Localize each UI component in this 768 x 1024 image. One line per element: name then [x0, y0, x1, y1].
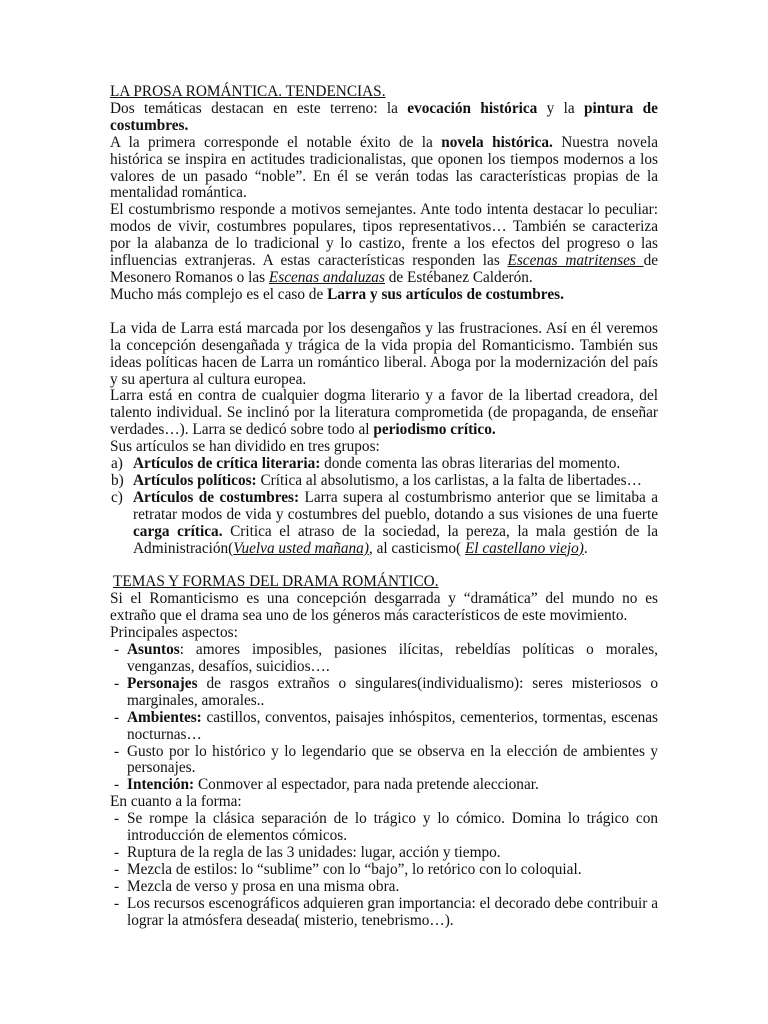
bold-text: periodismo crítico.	[373, 421, 496, 439]
text: de rasgos extraños o singulares(individualismo): seres misteriosos o marginales, amorales..	[127, 674, 658, 709]
bold-text: Personajes	[127, 674, 198, 692]
list-item	[110, 896, 658, 930]
bold-text: evocación histórica	[407, 99, 538, 117]
text: Gusto por lo histórico y lo legendario que se observa en la elección de ambientes y personajes.	[127, 742, 658, 777]
text: Conmover al espectador, para nada pretende aleccionar.	[194, 776, 539, 794]
form-list	[110, 811, 658, 929]
section-heading-drama: TEMAS Y FORMAS DEL DRAMA ROMÁNTICO.	[113, 573, 439, 591]
text: de Mesonero Romanos o las	[110, 252, 659, 286]
list-item	[110, 777, 658, 794]
list-item	[110, 473, 658, 490]
paragraph-aspectos: Principales aspectos:	[110, 624, 238, 642]
text: , al casticismo(	[368, 539, 465, 557]
bold-text: Artículos políticos:	[133, 471, 257, 489]
work-title: Escenas matritenses	[507, 252, 644, 270]
document-page	[110, 84, 658, 930]
list-marker: c)	[111, 488, 123, 506]
text: El costumbrismo responde a motivos semejantes. Ante todo intenta destacar lo peculiar: modos de vivir, costumbres populares, tipos representativos… También se caracteriza por la alabanza de lo tradicional y lo castizo, frente a los efectos del progreso o las influencias extranjeras. A estas características responden las	[110, 201, 658, 270]
bold-text: Asuntos	[127, 641, 180, 659]
list-item	[110, 642, 658, 676]
list-item	[110, 490, 658, 558]
list-item	[110, 862, 658, 879]
bold-text: Ambientes:	[127, 708, 202, 726]
text: Dos temáticas destacan en este terreno: la	[110, 99, 408, 117]
text: Critica el atraso de la sociedad, la pereza, la mala gestión de la Administración(	[133, 522, 658, 557]
bold-text: Artículos de crítica literaria:	[133, 455, 321, 473]
paragraph-forma: En cuanto a la forma:	[110, 793, 242, 811]
blank-line	[110, 557, 658, 574]
list-marker: -	[114, 742, 120, 760]
paragraph-costumbrismo	[110, 202, 658, 287]
list-item	[110, 676, 658, 710]
article-groups-list	[110, 456, 658, 557]
paragraph-novela-historica	[110, 135, 658, 203]
list-item	[110, 811, 658, 845]
work-title: Vuelva usted mañana)	[233, 539, 369, 557]
list-marker: -	[114, 894, 120, 912]
paragraph-grupos: Sus artículos se han dividido en tres grupos:	[110, 438, 380, 456]
list-marker: -	[114, 810, 120, 828]
paragraph-larra-dogma	[110, 388, 658, 439]
text: Crítica al absolutismo, a los carlistas, a la falta de libertades…	[256, 471, 642, 489]
text: Mezcla de estilos: lo “sublime” con lo “bajo”, lo retórico con lo coloquial.	[127, 860, 582, 878]
text: Mucho más complejo es el caso de	[110, 285, 328, 303]
text: .	[583, 539, 588, 557]
list-marker: b)	[111, 471, 124, 489]
list-item	[110, 456, 658, 473]
paragraph-tematicas	[110, 101, 658, 135]
aspects-list	[110, 642, 658, 794]
list-marker: a)	[111, 455, 123, 473]
list-marker: -	[114, 843, 120, 861]
list-marker: -	[114, 708, 120, 726]
text: Los recursos escenográficos adquieren gran importancia: el decorado debe contribuir a lograr la atmósfera deseada( misterio, tenebrismo…).	[127, 894, 658, 929]
text: Larra está en contra de cualquier dogma literario y a favor de la libertad creadora, del talento individual. Se inclinó por la literatura comprometida (de propaganda, de enseñar verdades…). Larra se dedicó sobre todo al	[110, 387, 658, 439]
list-item	[110, 845, 658, 862]
text: castillos, conventos, paisajes inhóspitos, cementerios, tormentas, escenas nocturnas…	[127, 708, 658, 743]
text: Mezcla de verso y prosa en una misma obra.	[127, 877, 400, 895]
list-marker: -	[114, 641, 120, 659]
work-title: El castellano viejo)	[464, 539, 584, 557]
bold-text: Larra y sus artículos de costumbres.	[327, 285, 564, 303]
text: y la	[537, 99, 585, 117]
text: donde comenta las obras literarias del momento.	[320, 455, 621, 473]
bold-text: carga crítica.	[133, 522, 223, 540]
list-item	[110, 879, 658, 896]
text: Ruptura de la regla de las 3 unidades: lugar, acción y tiempo.	[127, 843, 501, 861]
text: : amores imposibles, pasiones ilícitas, rebeldías políticas o morales, venganzas, desafíos, suicidios….	[127, 641, 658, 675]
paragraph-drama-intro: Si el Romanticismo es una concepción desgarrada y “dramática” del mundo no es extraño que el drama sea uno de los géneros más característicos de este movimiento.	[110, 590, 658, 625]
text: Larra supera al costumbrismo anterior que se limitaba a retratar modos de vida y costumbres del pueblo, dotando a sus visiones de una fuerte	[133, 488, 658, 523]
list-marker: -	[114, 860, 120, 878]
text: de Estébanez Calderón.	[384, 268, 533, 286]
text: A la primera corresponde el notable éxito de la	[110, 133, 442, 151]
section-heading-prosa: LA PROSA ROMÁNTICA. TENDENCIAS.	[110, 83, 386, 100]
bold-text: pintura de costumbres.	[110, 99, 658, 134]
blank-line	[110, 304, 658, 321]
work-title: Escenas andaluzas	[268, 268, 385, 286]
text: Nuestra novela histórica se inspira en actitudes tradicionalistas, que oponen los tiempos modernos a los valores de un pasado “noble”. En él se verán todas las características propias de la mentalidad romántica.	[110, 133, 658, 202]
list-marker: -	[114, 776, 120, 794]
bold-text: Intención:	[127, 776, 195, 794]
paragraph-larra-intro	[110, 287, 658, 304]
text: Se rompe la clásica separación de lo trágico y lo cómico. Domina lo trágico con introducción de elementos cómicos.	[127, 810, 658, 845]
bold-text: novela histórica.	[441, 133, 553, 151]
list-item	[110, 744, 658, 778]
bold-text: Artículos de costumbres:	[133, 488, 300, 506]
list-marker: -	[114, 674, 120, 692]
paragraph-vida-larra: La vida de Larra está marcada por los desengaños y las frustraciones. Así en él veremos la concepción desengañada y trágica de la vida propia del Romanticismo. También sus ideas políticas hacen de Larra un romántico liberal. Aboga por la modernización del país y su apertura al cultura europea.	[110, 319, 658, 388]
list-marker: -	[114, 877, 120, 895]
list-item	[110, 710, 658, 744]
